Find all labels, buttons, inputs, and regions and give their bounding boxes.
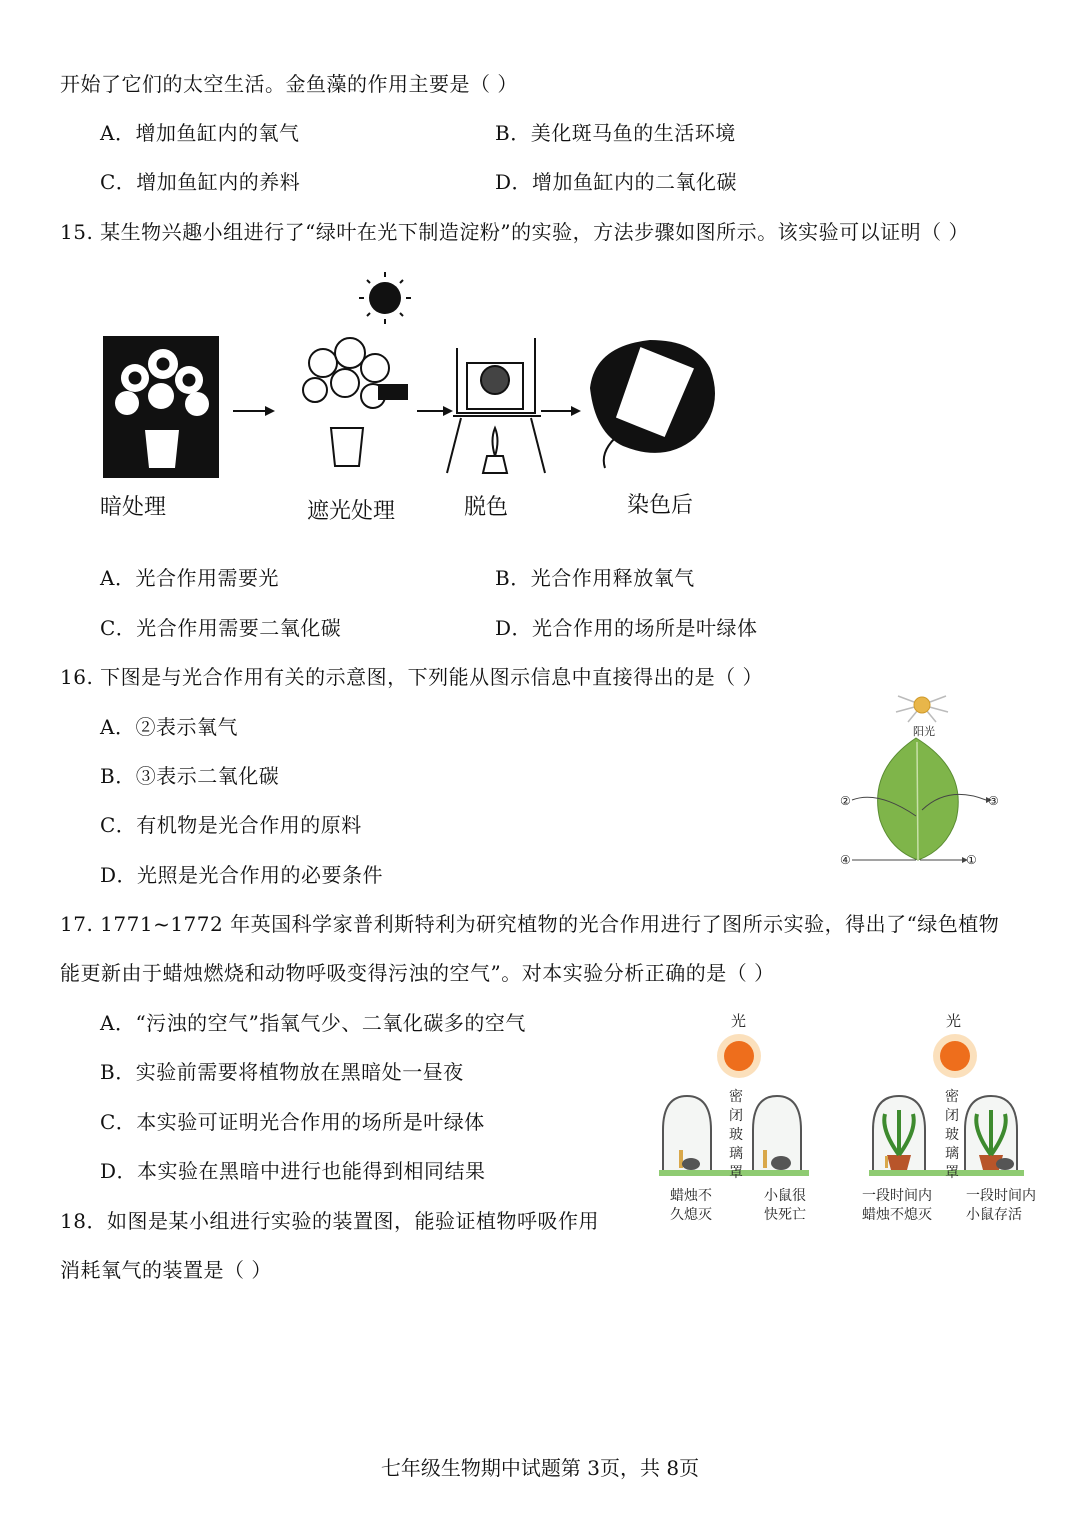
q17-stem-line1: 17. 1771~1772 年英国科学家普利斯特利为研究植物的光合作用进行了图所示实验，得出了“绿色植物	[60, 912, 1000, 936]
label-dark: 暗处理	[100, 495, 167, 520]
q17-jar-label-2: 密闭玻璃罩	[945, 1089, 959, 1181]
intro-line: 开始了它们的太空生活。金鱼藻的作用主要是（ ）	[60, 72, 518, 96]
shaded-plant-icon	[303, 338, 407, 466]
q17-option-b: B．实验前需要将植物放在黑暗处一昼夜	[100, 1060, 464, 1084]
q16-option-d: D．光照是光合作用的必要条件	[100, 863, 384, 887]
q18-stem-line2: 消耗氧气的装置是（ ）	[60, 1258, 272, 1282]
q17-caption-2b: 快死亡	[764, 1207, 806, 1223]
q16-stem: 16. 下图是与光合作用有关的示意图，下列能从图示信息中直接得出的是（ ）	[60, 665, 764, 689]
q15-option-b: B．光合作用释放氧气	[495, 566, 695, 590]
q17-caption-3b: 蜡烛不熄灭	[862, 1207, 932, 1223]
mouse-icon	[771, 1156, 791, 1170]
q16-label-4: ④	[840, 853, 851, 867]
q17-caption-3a: 一段时间内	[862, 1188, 932, 1204]
mouse-icon	[682, 1158, 700, 1170]
q17-stem-line2: 能更新由于蜡烛燃烧和动物呼吸变得污浊的空气”。对本实验分析正确的是（ ）	[60, 961, 775, 985]
q16-sun-label: 阳光	[913, 725, 935, 738]
q14-option-b: B．美化斑马鱼的生活环境	[495, 121, 736, 145]
q14-option-c: C．增加鱼缸内的养料	[100, 170, 301, 194]
q16-option-c: C．有机物是光合作用的原料	[100, 813, 362, 837]
q15-option-c: C．光合作用需要二氧化碳	[100, 616, 342, 640]
q17-jar-label-1: 密闭玻璃罩	[729, 1089, 743, 1181]
q17-caption-1b: 久熄灭	[670, 1207, 712, 1223]
mouse-icon	[996, 1158, 1014, 1170]
q16-label-1: ①	[966, 853, 977, 867]
q15-option-d: D．光合作用的场所是叶绿体	[495, 616, 758, 640]
label-stained: 染色后	[627, 493, 694, 518]
q16-option-a: A．②表示氧气	[100, 715, 238, 739]
q16-label-2: ②	[840, 794, 851, 808]
page-footer: 七年级生物期中试题第 3页，共 8页	[380, 1456, 700, 1480]
q17-light-label-1: 光	[731, 1012, 747, 1030]
q17-option-d: D．本实验在黑暗中进行也能得到相同结果	[100, 1159, 486, 1183]
dark-treatment-icon	[103, 336, 219, 478]
q17-option-c: C．本实验可证明光合作用的场所是叶绿体	[100, 1110, 485, 1134]
decolor-apparatus-icon	[447, 338, 545, 473]
leaf-icon	[878, 738, 959, 860]
q17-light-label-2: 光	[946, 1012, 962, 1030]
q17-caption-1a: 蜡烛不	[670, 1188, 712, 1204]
q17-priestley-figure	[655, 1010, 1050, 1190]
q16-option-b: B．③表示二氧化碳	[100, 764, 280, 788]
q14-option-d: D．增加鱼缸内的二氧化碳	[495, 170, 738, 194]
q15-option-a: A．光合作用需要光	[100, 566, 279, 590]
q17-option-a: A．“污浊的空气”指氧气少、二氧化碳多的空气	[100, 1011, 526, 1035]
candle-icon	[763, 1150, 767, 1168]
candle-icon	[885, 1156, 888, 1168]
q15-stem: 15. 某生物兴趣小组进行了“绿叶在光下制造淀粉”的实验，方法步骤如图所示。该实验可以证明（ ）	[60, 220, 969, 244]
q18-stem-line1: 18．如图是某小组进行实验的装置图，能验证植物呼吸作用	[60, 1209, 599, 1233]
q14-option-a: A．增加鱼缸内的氧气	[100, 121, 300, 145]
q17-caption-4a: 一段时间内	[966, 1188, 1036, 1204]
stained-leaf-icon	[590, 340, 715, 468]
label-decolor: 脱色	[464, 495, 509, 520]
q16-label-3: ③	[988, 794, 999, 808]
q16-leaf-figure	[838, 690, 1008, 875]
q17-caption-4b: 小鼠存活	[966, 1207, 1022, 1223]
sun-icon	[359, 272, 411, 324]
q17-caption-2a: 小鼠很	[764, 1188, 806, 1204]
label-shade: 遮光处理	[307, 499, 396, 524]
q15-figure	[95, 268, 735, 483]
